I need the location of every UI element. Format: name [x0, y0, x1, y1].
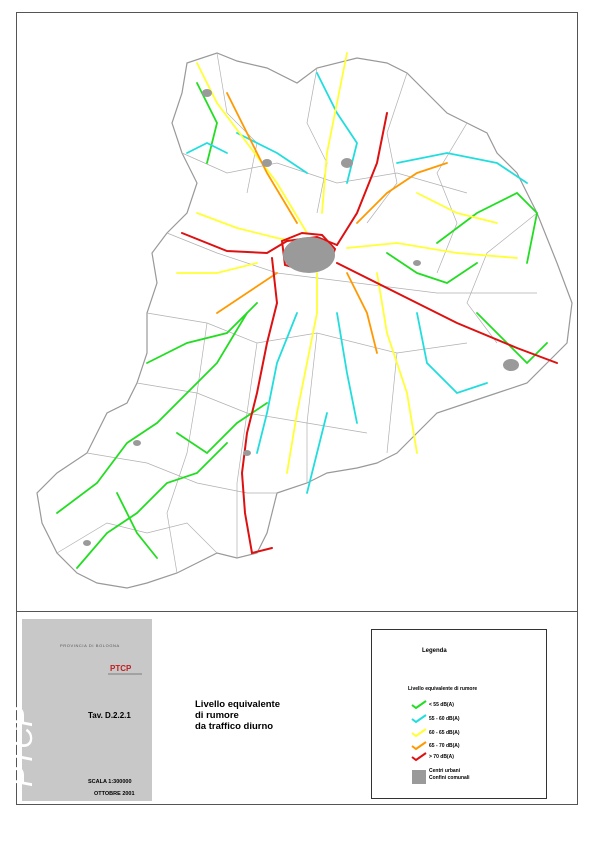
legend-line-icon — [412, 701, 426, 709]
road-green — [147, 303, 257, 363]
map-sheet — [6, 12, 578, 805]
road-red — [337, 263, 557, 363]
legend — [371, 629, 547, 799]
title-line-1: Livello equivalente — [195, 699, 280, 710]
road-green — [117, 493, 157, 558]
map-title — [195, 699, 280, 732]
ptcp-vertical-logo-icon — [6, 677, 62, 797]
legend-line-icon — [412, 729, 426, 737]
road-cyan — [187, 143, 227, 153]
road-cyan — [257, 313, 297, 453]
title-line-2: di rumore — [195, 710, 239, 721]
road-orange — [357, 163, 447, 223]
road-cyan — [237, 133, 307, 173]
road-green — [57, 313, 247, 513]
title-line-3: da traffico diurno — [195, 721, 274, 732]
urban-swatch — [412, 770, 426, 784]
svg-text:PTCP: PTCP — [6, 706, 39, 787]
cartouche — [6, 619, 152, 801]
table-code: Tav. D.2.2.1 — [88, 711, 131, 720]
urban-center — [133, 440, 141, 446]
urban-centers — [83, 89, 519, 546]
legend-item — [412, 700, 454, 710]
org-name: PROVINCIA DI BOLOGNA — [60, 643, 120, 648]
urban-center — [202, 89, 212, 97]
legend-line-icon — [412, 715, 426, 723]
road-red — [242, 258, 277, 553]
province-map — [17, 13, 577, 611]
road-yellow — [197, 63, 307, 233]
ptcp-logo-icon — [108, 659, 142, 677]
boundary-label: Confini comunali — [429, 774, 470, 781]
road-green — [387, 253, 477, 283]
legend-subtitle: Livello equivalente di rumore — [408, 686, 478, 692]
map-area — [17, 13, 577, 611]
urban-center — [503, 359, 519, 371]
legend-item — [412, 728, 460, 738]
road-cyan — [417, 313, 487, 393]
road-cyan — [337, 313, 357, 423]
urban-label: Centri urbani — [429, 768, 461, 774]
svg-text:PTCP: PTCP — [110, 664, 132, 673]
urban-center — [243, 450, 251, 456]
road-green — [77, 443, 227, 568]
divider-line — [17, 611, 577, 612]
legend-item-label: 65 - 70 dB(A) — [429, 743, 460, 749]
legend-urban-labels — [429, 768, 470, 781]
legend-item-label: 55 - 60 dB(A) — [429, 716, 460, 722]
map-date: OTTOBRE 2001 — [94, 791, 135, 797]
legend-item — [412, 752, 454, 762]
urban-center — [83, 540, 91, 546]
road-orange — [227, 93, 297, 223]
legend-item — [412, 741, 460, 751]
legend-item — [412, 714, 460, 724]
road-yellow — [347, 243, 517, 258]
legend-line-icon — [412, 742, 426, 750]
road-yellow — [177, 263, 257, 273]
urban-center — [283, 237, 335, 273]
urban-center — [413, 260, 421, 266]
legend-item-label: 60 - 65 dB(A) — [429, 730, 460, 736]
map-scale: SCALA 1:300000 — [88, 779, 132, 785]
urban-center — [262, 159, 272, 167]
province-boundary — [37, 53, 572, 588]
legend-item-label: > 70 dB(A) — [429, 754, 454, 760]
legend-line-icon — [412, 753, 426, 761]
urban-center — [341, 158, 353, 168]
road-orange — [217, 273, 277, 313]
legend-item-label: < 55 dB(A) — [429, 702, 454, 708]
road-yellow — [322, 53, 347, 213]
legend-title: Legenda — [422, 648, 447, 654]
